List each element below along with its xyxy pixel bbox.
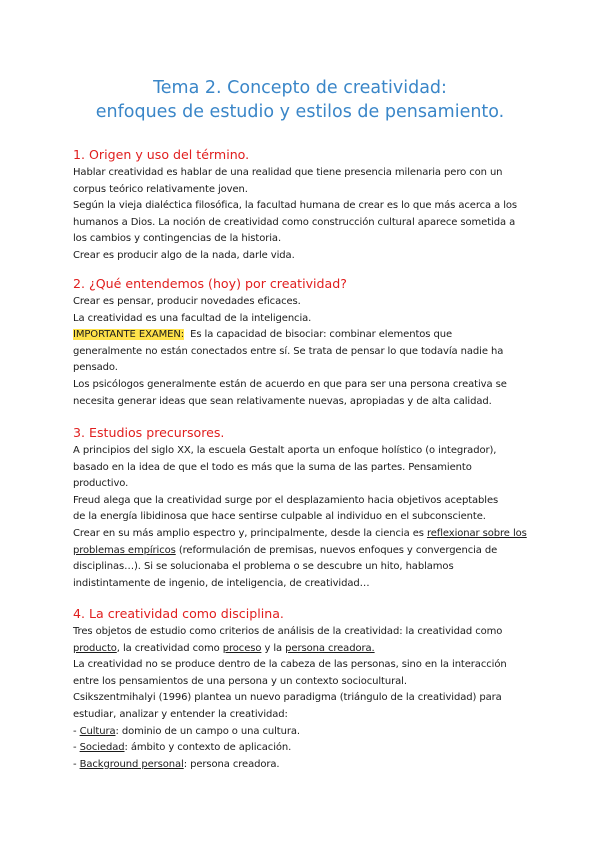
underlined-term: reflexionar sobre los xyxy=(426,527,527,539)
underlined-term: Sociedad xyxy=(79,742,125,754)
paragraph-line: Hablar creatividad es hablar de una realidad que tiene presencia milenaria pero con un xyxy=(73,167,503,178)
paragraph-line: productivo. xyxy=(73,478,129,490)
paragraph-line: los cambios y contingencias de la historia. xyxy=(73,233,282,245)
paragraph-line: necesita generar ideas que sean relativamente nuevas, apropiadas y de alta calidad. xyxy=(73,395,492,407)
underlined-term: problemas empíricos xyxy=(73,544,176,556)
section-heading: 1. Origen y uso del término. xyxy=(73,147,250,162)
underlined-term: Cultura xyxy=(79,725,116,737)
paragraph-line: Csikszentmihalyi (1996) plantea un nuevo paradigma (triángulo de la creatividad) para xyxy=(73,692,502,704)
underlined-term: Background personal xyxy=(79,758,184,770)
paragraph-line: corpus teórico relativamente joven. xyxy=(73,183,248,195)
section-estudios-precursores xyxy=(73,424,543,592)
paragraph-line: IMPORTANTE EXAMEN: Es la capacidad de bisociar: combinar elementos que xyxy=(73,329,453,341)
paragraph-line: La creatividad no se produce dentro de la cabeza de las personas, sino en la interacción xyxy=(73,659,507,671)
paragraph-line: A principios del siglo XX, la escuela Gestalt aporta un enfoque holístico (o integrador), xyxy=(73,445,497,456)
exam-highlight: IMPORTANTE EXAMEN: xyxy=(73,329,184,341)
paragraph-line: problemas empíricos (reformulación de premisas, nuevos enfoques y convergencia de xyxy=(73,544,498,556)
section-que-entendemos xyxy=(73,275,543,410)
paragraph-line: humanos a Dios. La noción de creatividad como construcción cultural aparece sometida a xyxy=(73,216,516,228)
list-item: - Sociedad: ámbito y contexto de aplicación. xyxy=(73,742,292,754)
list-item: - Cultura: dominio de un campo o una cultura. xyxy=(73,725,300,737)
paragraph-line: de la energía libidinosa que hace sentirse culpable al individuo en el subconsciente. xyxy=(73,511,486,523)
paragraph-line: indistintamente de ingenio, de inteligencia, de creatividad… xyxy=(73,577,370,589)
paragraph-line: entre los pensamientos de una persona y un contexto sociocultural. xyxy=(73,675,407,687)
list-item: - Background personal: persona creadora. xyxy=(73,758,280,770)
paragraph-line: Tres objetos de estudio como criterios de análisis de la creatividad: la creatividad como xyxy=(73,626,503,637)
underlined-term: producto xyxy=(73,642,117,654)
section-origen xyxy=(73,146,543,265)
paragraph-line: Crear en su más amplio espectro y, principalmente, desde la ciencia es reflexionar sobre los xyxy=(73,527,527,539)
section-heading: 3. Estudios precursores. xyxy=(73,425,225,440)
section-heading: 2. ¿Qué entendemos (hoy) por creatividad? xyxy=(73,276,347,291)
paragraph-line: basado en la idea de que el todo es más que la suma de las partes. Pensamiento xyxy=(73,461,472,473)
paragraph-line: Crear es producir algo de la nada, darle vida. xyxy=(73,249,295,261)
paragraph-line: pensado. xyxy=(73,362,118,374)
paragraph-line: Los psicólogos generalmente están de acuerdo en que para ser una persona creativa se xyxy=(73,378,507,390)
title-line-1: Tema 2. Concepto de creatividad: xyxy=(153,78,447,98)
paragraph-line: disciplinas…). Si se solucionaba el problema o se descubre un hito, hablamos xyxy=(73,561,454,573)
title-line-2: enfoques de estudio y estilos de pensamiento. xyxy=(95,102,505,122)
paragraph-line: La creatividad es una facultad de la inteligencia. xyxy=(73,312,312,324)
paragraph-line: Según la vieja dialéctica filosófica, la facultad humana de crear es lo que más acerca a los xyxy=(73,200,518,212)
underlined-term: persona creadora. xyxy=(285,642,375,654)
paragraph-line: Crear es pensar, producir novedades eficaces. xyxy=(73,296,301,307)
underlined-term: proceso xyxy=(222,642,262,654)
paragraph-line: estudiar, analizar y entender la creatividad: xyxy=(73,708,288,720)
section-heading: 4. La creatividad como disciplina. xyxy=(73,606,284,621)
document-title xyxy=(0,76,600,124)
paragraph-line: Freud alega que la creatividad surge por el desplazamiento hacia objetivos aceptables xyxy=(73,494,499,506)
paragraph-line: producto, la creatividad como proceso y la persona creadora. xyxy=(73,642,375,654)
paragraph-line: generalmente no están conectados entre sí. Se trata de pensar lo que todavía nadie ha xyxy=(73,345,504,357)
section-disciplina xyxy=(73,605,543,773)
